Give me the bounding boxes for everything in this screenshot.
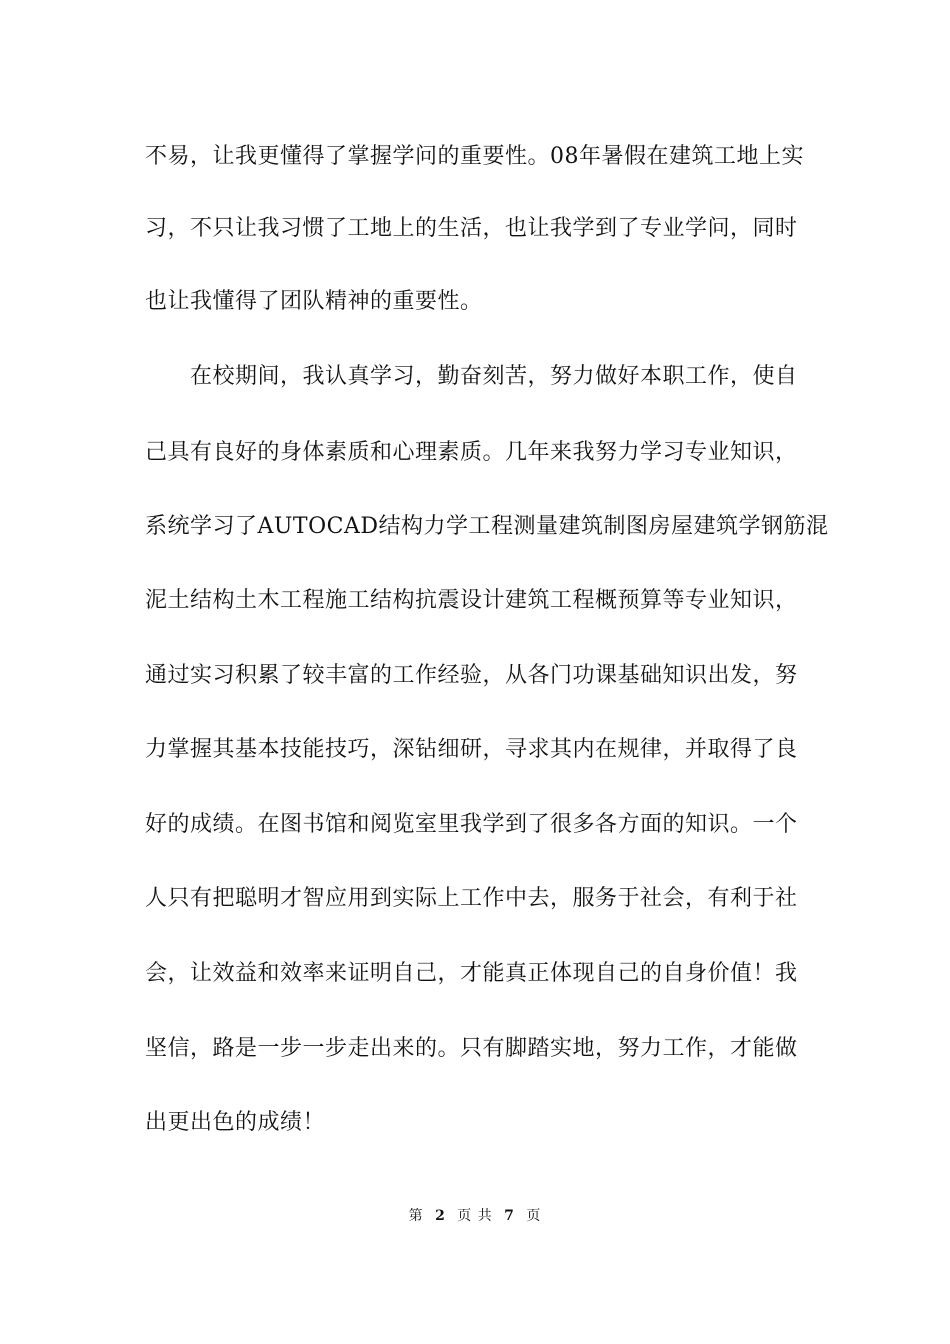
text-line: 习，不只让我习惯了工地上的生活，也让我学到了专业学问，同时 [145, 216, 798, 241]
text-line: 人只有把聪明才智应用到实际上工作中去，服务于社会，有利于社 [145, 886, 798, 911]
footer-prefix: 第 [408, 1208, 424, 1224]
text-line: 不易，让我更懂得了掌握学问的重要性。08年暑假在建筑工地上实 [145, 144, 804, 169]
text-line: 力掌握其基本技能技巧，深钻细研，寻求其内在规律，并取得了良 [145, 737, 798, 762]
text-line: 出更出色的成绩！ [145, 1110, 326, 1135]
text-line: 会，让效益和效率来证明自己，才能真正体现自己的自身价值！我 [145, 961, 798, 986]
footer-middle: 页 共 [457, 1208, 493, 1224]
text-line: 好的成绩。在图书馆和阅览室里我学到了很多各方面的知识。一个 [145, 812, 798, 837]
text-line: 也让我懂得了团队精神的重要性。 [145, 289, 483, 314]
text-line: 系统学习了AUTOCAD结构力学工程测量建筑制图房屋建筑学钢筋混 [145, 514, 829, 539]
current-page-number: 2 [435, 1208, 446, 1224]
footer-suffix: 页 [526, 1208, 542, 1224]
text-line: 通过实习积累了较丰富的工作经验，从各门功课基础知识出发，努 [145, 663, 798, 688]
total-page-count: 7 [504, 1208, 515, 1224]
page-footer [0, 1206, 950, 1226]
text-line: 坚信，路是一步一步走出来的。只有脚踏实地，努力工作，才能做 [145, 1036, 798, 1061]
text-line: 己具有良好的身体素质和心理素质。几年来我努力学习专业知识， [145, 440, 798, 465]
text-line: 泥土结构土木工程施工结构抗震设计建筑工程概预算等专业知识， [145, 588, 798, 613]
paragraph-first-line: 在校期间，我认真学习，勤奋刻苦，努力做好本职工作，使自 [190, 364, 798, 389]
